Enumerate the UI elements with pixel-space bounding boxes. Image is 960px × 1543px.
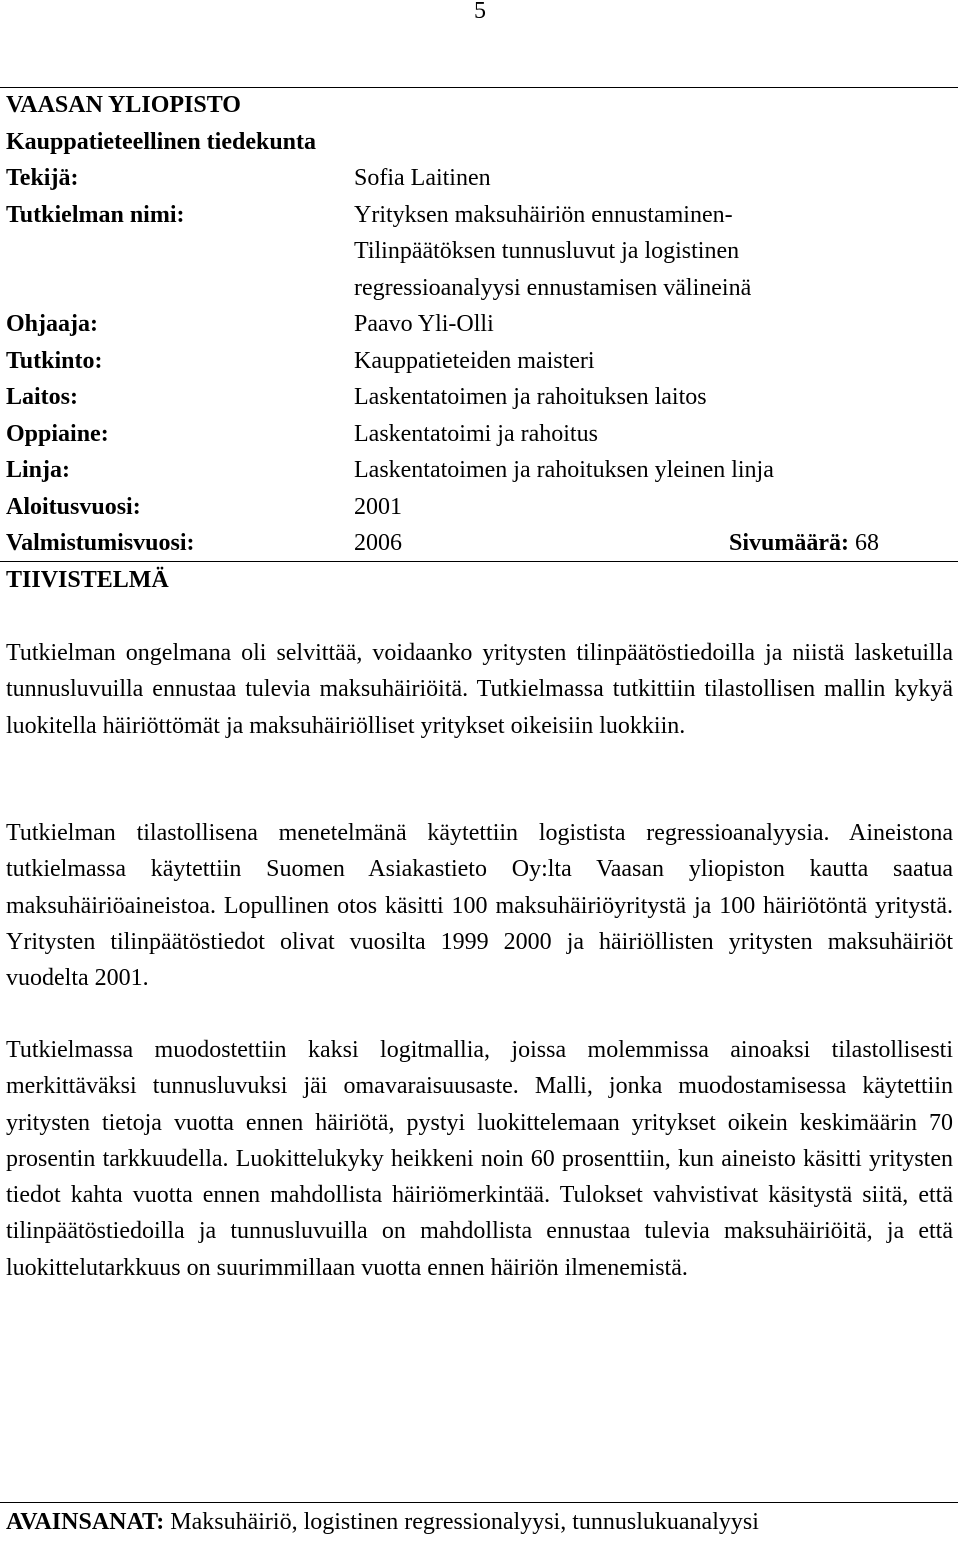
page-count-value: 68 [855,530,879,556]
thesis-title-line-1: Yrityksen maksuhäiriön ennustaminen- [354,201,733,228]
keywords-value: Maksuhäiriö, logistinen regressionalyysi, tunnuslukuanalyysi [170,1509,759,1535]
degree-label: Tutkinto: [6,347,103,374]
department-value: Laskentatoimen ja rahoituksen laitos [354,384,707,410]
thesis-title-row-2 [6,233,956,270]
thesis-title-label: Tutkielman nimi: [6,201,185,228]
author-value: Sofia Laitinen [354,165,491,191]
supervisor-label: Ohjaaja: [6,311,98,337]
keywords-label: AVAINSANAT: [6,1509,165,1535]
abstract-paragraph-3: Tutkielmassa muodostettiin kaksi logitmallia, joissa molemmissa ainoaksi tilastollisesti merkittäväksi tunnusluvuksi jäi omavaraisuusaste. Malli, jonka muodostamisessa käytettiin yritysten tietoja vuotta ennen häiriötä, pystyi luokittelemaan yritykset oikein keskimäärin 70 prosentin tarkkuudella. Luokittelukyky heikkeni noin 60 prosenttiin, kun aineisto käsitti yritysten tiedot kahta vuotta ennen mahdollista häiriömerkintää. Tulokset vahvistivat käsitystä siitä, että tilinpäätöstiedoilla ja tunnusluvuilla on mahdollista ennustaa tulevia maksuhäiriöitä, ja että luokittelutarkkuus on suurimmillaan vuotta ennen häiriön ilmenemistä. [6,1037,953,1281]
page-count [729,525,879,562]
department-row [6,379,956,416]
thesis-title-row-3 [6,270,956,307]
supervisor-row [6,306,956,343]
graduation-year-row [6,525,956,562]
degree-value: Kauppatieteiden maisteri [354,347,595,374]
faculty-name: Kauppatieteellinen tiedekunta [6,128,317,155]
supervisor-value: Paavo Yli-Olli [354,311,494,337]
department-label: Laitos: [6,384,78,410]
start-year-row [6,489,956,526]
author-row [6,160,956,197]
thesis-title-line-2: Tilinpäätöksen tunnusluvut ja logistinen [354,238,740,264]
thesis-title-line-3: regressioanalyysi ennustamisen välineinä [354,274,752,301]
graduation-year-value: 2006 [354,530,402,556]
major-label: Oppiaine: [6,420,109,447]
abstract-paragraph-1: Tutkielman ongelmana oli selvittää, voidaanko yritysten tilinpäätöstiedoilla ja niistä lasketuilla tunnusluvuilla ennustaa tulevia maksuhäiriöitä. Tutkielmassa tutkittiin tilastollisen mallin kykyä luokitella häiriöttömät ja maksuhäiriölliset yritykset oikeisiin luokkiin. [6,640,953,739]
university-name: VAASAN YLIOPISTO [6,92,241,118]
abstract-title: TIIVISTELMÄ [6,567,169,593]
start-year-label: Aloitusvuosi: [6,493,141,520]
author-label: Tekijä: [6,165,79,191]
keywords-rule [0,1502,958,1503]
page-count-label: Sivumäärä: [729,530,849,556]
thesis-title-row [6,197,956,234]
line-label: Linja: [6,457,71,483]
line-row [6,452,956,489]
thesis-info-block [6,87,956,562]
graduation-year-label: Valmistumisvuosi: [6,530,195,556]
page-number: 5 [474,0,486,24]
line-value: Laskentatoimen ja rahoituksen yleinen linja [354,457,774,483]
keywords [6,1504,759,1541]
degree-row [6,343,956,380]
major-row [6,416,956,453]
start-year-value: 2001 [354,493,402,520]
abstract-paragraph-2: Tutkielman tilastollisena menetelmänä käytettiin logistista regressioanalyysia. Aineistona tutkielmassa käytettiin Suomen Asiakastieto Oy:lta Vaasan yliopiston kautta saatua maksuhäiriöaineistoa. Lopullinen otos käsitti 100 maksuhäiriöyritystä ja 100 häiriötöntä yritystä. Yritysten tilinpäätöstiedot olivat vuosilta 1999 2000 ja häiriöllisten yritysten maksuhäiriöt vuodelta 2001. [6,820,953,992]
major-value: Laskentatoimi ja rahoitus [354,420,598,447]
